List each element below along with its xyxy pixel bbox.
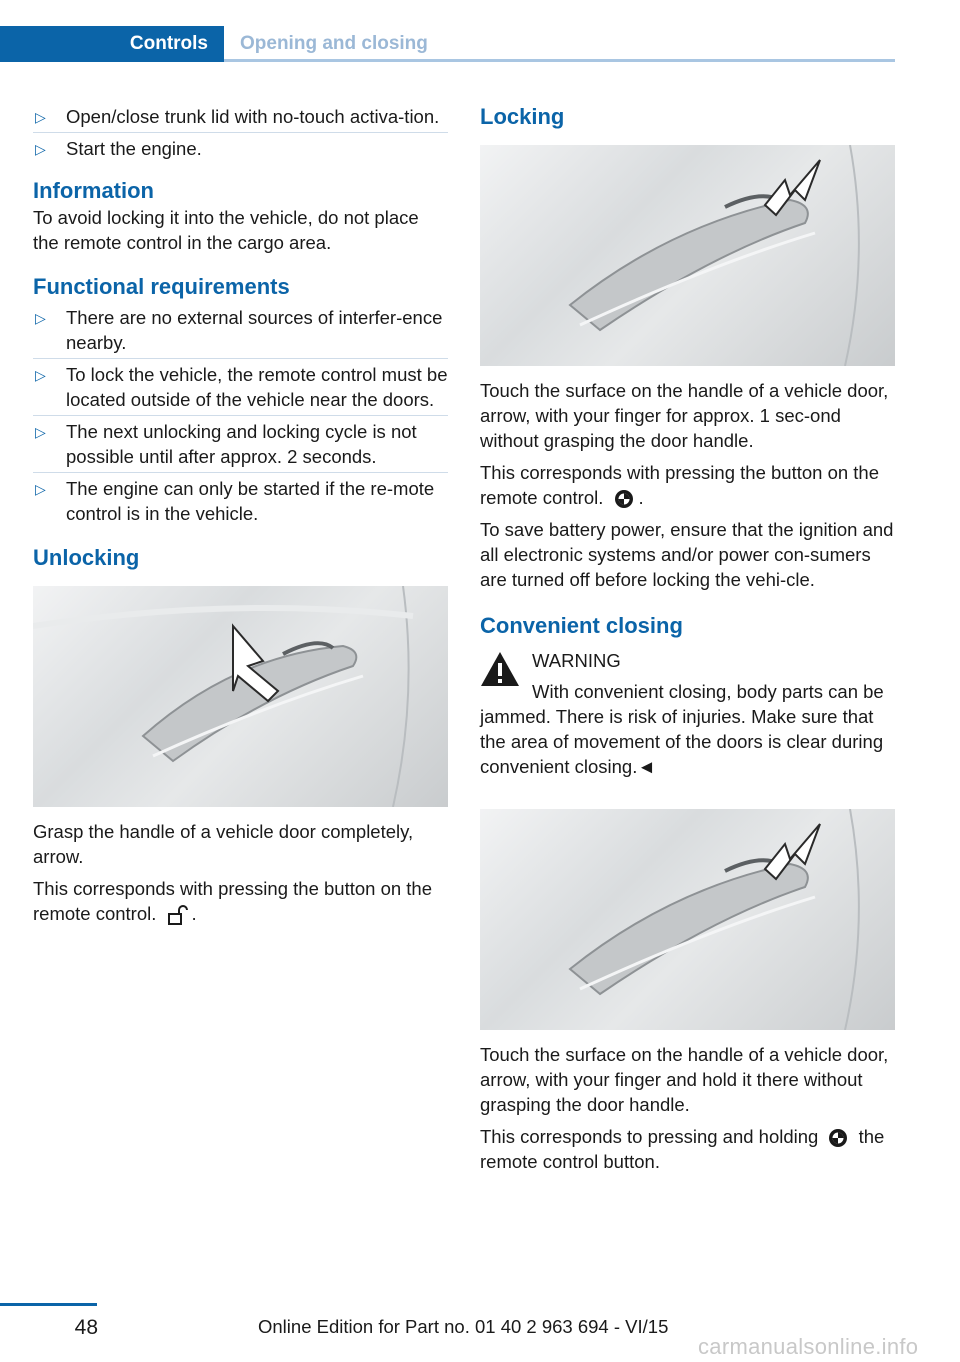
triangle-right-icon: ▷ [35,481,46,497]
convenient-text-2: This corresponds to pressing and holding the remote control button. [480,1126,885,1173]
locking-heading: Locking [480,104,565,129]
triangle-right-icon: ▷ [35,109,46,125]
unlocking-text-1: Grasp the handle of a vehicle door completely, arrow. [33,821,414,867]
information-heading: Information [33,178,154,203]
warning-block [480,648,895,673]
list-item: ▷ There are no external sources of interfer-ence nearby. [33,305,448,355]
footer-rule [0,1303,97,1306]
warning-label: WARNING [532,650,621,672]
unlocking-text-2: This corresponds with pressing the button on the remote control. . [33,876,448,926]
bmw-logo-icon [613,488,635,510]
convenient-text-1: Touch the surface on the handle of a vehicle door, arrow, with your finger and hold it there without grasping the door handle. [480,1044,889,1116]
header-rule [224,59,895,62]
convenient-closing-heading: Convenient closing [480,613,683,639]
warning-triangle-icon [480,651,520,687]
locking-text-3: To save battery power, ensure that the ignition and all electronic systems and/or power con-sumers are turned off before locking the vehi-cle. [480,519,894,591]
information-text: To avoid locking it into the vehicle, do not place the remote control in the cargo area. [33,207,419,253]
list-item: ▷ The next unlocking and locking cycle is not possible until after approx. 2 seconds. [33,419,448,469]
page-header [0,0,895,62]
section-tab[interactable]: Opening and closing [240,33,428,54]
functional-requirements-list [33,305,448,526]
list-item: ▷ Start the engine. [33,136,448,161]
triangle-right-icon: ▷ [35,424,46,440]
functional-requirements-heading: Functional requirements [33,274,290,299]
triangle-right-icon: ▷ [35,367,46,383]
page-number: 48 [74,1316,98,1339]
left-column [33,100,448,933]
chapter-tab[interactable]: Controls [0,26,224,62]
locking-text-2: This corresponds with pressing the button on the remote control. . [480,460,895,510]
unlocking-door-handle-image [33,586,448,807]
bullet-list-top [33,104,448,161]
right-column [480,100,895,1181]
unlock-icon [166,904,188,926]
convenient-closing-door-handle-image [480,809,895,1030]
locking-text-1: Touch the surface on the handle of a vehicle door, arrow, with your finger for approx. 1 sec-ond without grasping the door handle. [480,380,889,451]
list-item: ▷ Open/close trunk lid with no-touch activa-tion. [33,104,448,129]
edition-text: Online Edition for Part no. 01 40 2 963 694 - VI/15 [258,1316,669,1337]
locking-door-handle-image [480,145,895,366]
warning-text: With convenient closing, body parts can be jammed. There is risk of injuries. Make sure that the area of movement of the doors is clear during convenient closing.◄ [480,681,884,778]
triangle-right-icon: ▷ [35,310,46,326]
triangle-right-icon: ▷ [35,141,46,157]
watermark: carmanualsonline.info [698,1334,919,1359]
list-item: ▷ To lock the vehicle, the remote control must be located outside of the vehicle near the doors. [33,362,448,412]
list-item: ▷ The engine can only be started if the re-mote control is in the vehicle. [35,478,435,524]
unlocking-heading: Unlocking [33,545,140,570]
bmw-logo-icon [827,1127,849,1149]
